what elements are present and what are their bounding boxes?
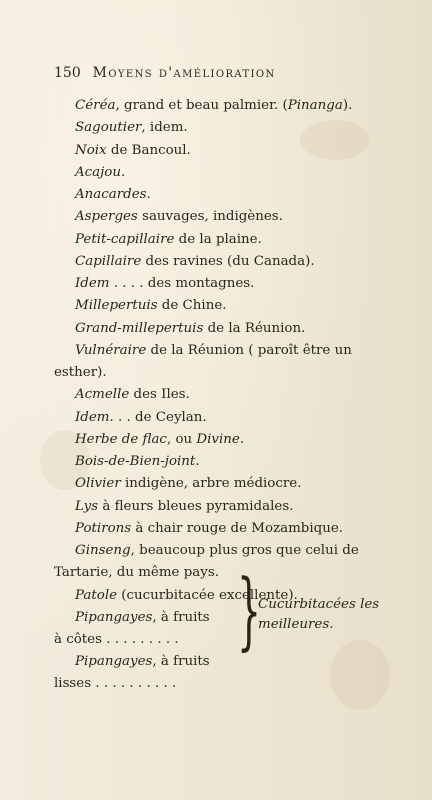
list-item — [75, 387, 190, 403]
list-item — [75, 187, 151, 203]
plant-description: . — [146, 187, 151, 202]
plant-name: Capillaire — [75, 254, 142, 269]
plant-name: Idem — [75, 276, 110, 291]
list-item — [54, 676, 176, 692]
plant-name: Herbe de flac — [75, 432, 167, 447]
brace-annotation — [258, 595, 379, 635]
list-item — [75, 410, 207, 426]
brace-annotation-line: meilleures. — [258, 617, 334, 632]
list-item — [75, 654, 210, 670]
plant-name: Bois-de-Bien-joint — [75, 454, 196, 469]
list-item — [54, 632, 179, 648]
brace-annotation-line: Cucurbitacées les — [258, 597, 380, 612]
plant-name: Céréa — [75, 98, 116, 113]
curly-brace-icon: } — [237, 561, 262, 659]
plant-description: ). — [342, 98, 353, 113]
plant-description: , ou — [166, 432, 197, 447]
list-item — [54, 565, 219, 581]
plant-description: à côtes . . . . . . . . . — [54, 632, 179, 647]
list-item — [75, 209, 283, 225]
plant-description: lisses . . . . . . . . . . — [54, 676, 177, 691]
plant-description: de Bancoul. — [106, 143, 191, 158]
page-number: 150 — [54, 65, 81, 81]
plant-name: Acmelle — [75, 387, 130, 402]
plant-description: à fleurs bleues pyramidales. — [98, 499, 294, 514]
plant-description: . — [195, 454, 200, 469]
plant-description: , à fruits — [152, 654, 210, 669]
plant-description: . — [121, 165, 126, 180]
plant-name: Anacardes — [75, 187, 147, 202]
running-title: Moyens d'amélioration — [92, 65, 276, 81]
list-item — [75, 499, 293, 515]
plant-name: Idem — [75, 410, 110, 425]
plant-name: Olivier — [75, 476, 121, 491]
list-item — [75, 343, 352, 359]
plant-name: Asperges — [75, 209, 138, 224]
plant-description: de la plaine. — [174, 232, 262, 247]
plant-description: à chair rouge de Mozambique. — [131, 521, 344, 536]
list-item — [54, 365, 107, 381]
plant-name: Potirons — [75, 521, 132, 536]
list-item — [75, 143, 191, 159]
plant-name: Ginseng — [75, 543, 131, 558]
plant-name: Sagoutier — [75, 120, 142, 135]
plant-name: Grand-millepertuis — [75, 321, 204, 336]
plant-description: esther). — [54, 365, 107, 380]
plant-description: . . . . des montagnes. — [109, 276, 255, 291]
paper-stain — [300, 120, 370, 160]
list-item — [75, 254, 315, 270]
plant-description: des ravines (du Canada). — [141, 254, 315, 269]
plant-description: , idem. — [141, 120, 188, 135]
plant-name: Lys — [75, 499, 99, 514]
plant-description: , grand et beau palmier. ( — [115, 98, 288, 113]
list-item — [75, 321, 305, 337]
plant-description: de Chine. — [157, 298, 227, 313]
plant-name: Vulnéraire — [75, 343, 147, 358]
plant-name: Pipangayes — [75, 610, 153, 625]
plant-name: Divine — [196, 432, 240, 447]
plant-name: Pipangayes — [75, 654, 153, 669]
list-item — [75, 276, 254, 292]
plant-name: Noix — [75, 143, 107, 158]
plant-name: Millepertuis — [75, 298, 158, 313]
paper-stain — [330, 640, 390, 710]
plant-description: sauvages, indigènes. — [137, 209, 283, 224]
list-item — [75, 232, 262, 248]
list-item — [75, 98, 352, 114]
page-header — [54, 65, 276, 81]
list-item — [75, 298, 227, 314]
plant-name: Pinanga — [287, 98, 343, 113]
list-item — [75, 120, 188, 136]
plant-description: , beaucoup plus gros que celui de — [130, 543, 359, 558]
list-item — [75, 165, 125, 181]
plant-name: Patole — [75, 588, 118, 603]
plant-name: Petit-capillaire — [75, 232, 175, 247]
list-item — [75, 476, 301, 492]
plant-description: . . . de Ceylan. — [109, 410, 207, 425]
plant-description: de la Réunion. — [203, 321, 306, 336]
list-item — [75, 454, 200, 470]
list-item — [75, 543, 359, 559]
plant-description: . — [239, 432, 245, 447]
plant-name: Acajou — [75, 165, 121, 180]
plant-description: des Iles. — [129, 387, 190, 402]
plant-description: de la Réunion ( paroît être un — [146, 343, 352, 358]
list-item — [75, 521, 343, 537]
plant-description: indigène, arbre médiocre. — [120, 476, 302, 491]
list-item — [75, 610, 210, 626]
list-item — [75, 432, 244, 448]
plant-description: , à fruits — [152, 610, 210, 625]
plant-description: (cucurbitacée excellente). — [117, 588, 298, 603]
plant-description: Tartarie, du même pays. — [54, 565, 219, 580]
